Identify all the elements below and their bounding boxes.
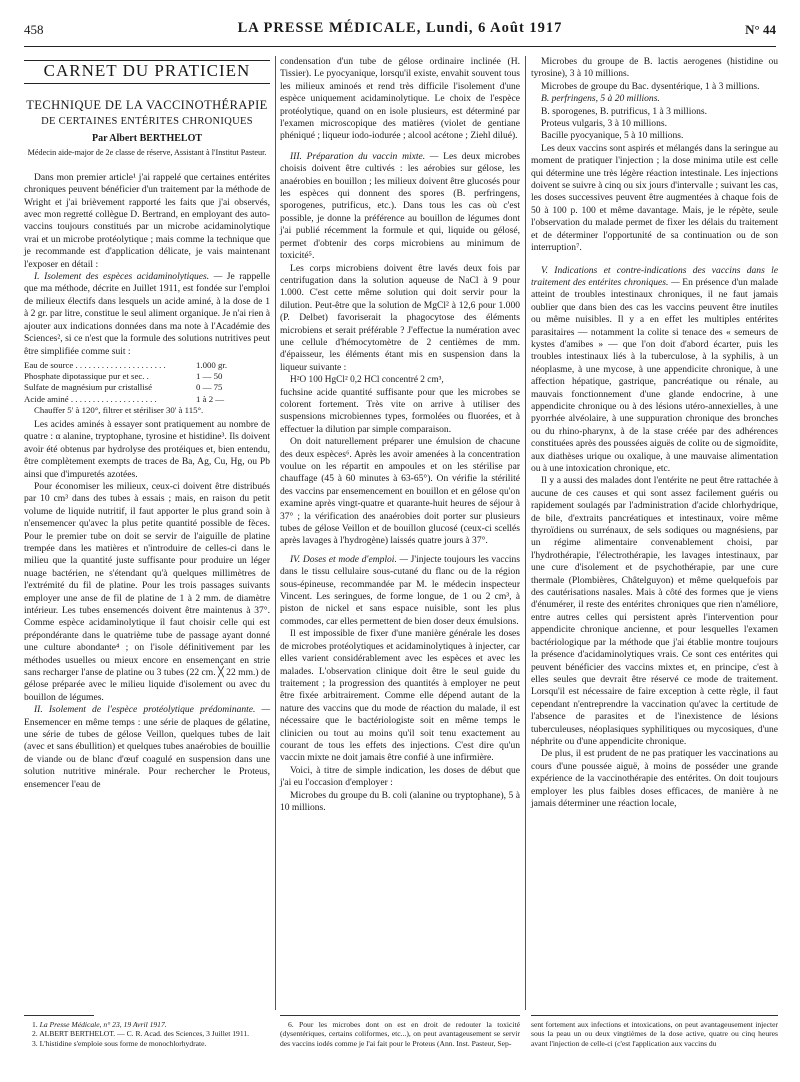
intro-paragraph: Dans mon premier article¹ j'ai rappelé que certaines entérites chroniques peuvent bénéficier d'un traitement par la méthode de Wright et j'ai brièvement rapporté les faits que j'ai observés, avec mon regretté collègue D. Bertrand, en employant des auto-vaccins toujours constitués par un microbe acidaminolytique vrai et un microbe protéolytique ; mais comme la technique que je recommande est d'application délicate, je vais maintenant l'exposer en détail : bbox=[24, 171, 270, 270]
continuation-paragraph: condensation d'un tube de gélose ordinaire inclinée (H. Tissier). Le pyocyanique, lorsqu'il existe, envahit souvent tous les milieux aminoés et rend très difficile l'isolement d'une espèce uniquement acidaminolytique. Le choix de l'espèce protéolytique, quand on en isole plusieurs, est déterminé par l'examen microscopique des matières (violet de gentiane phéniqué ; liqueur iodo-iodurée ; alcool acétone ; Ziehl dilué). bbox=[280, 56, 520, 142]
paragraph-prudence: De plus, il est prudent de ne pas pratiquer les vaccinations au cours d'une poussée aiguë, à moins de posséder une grande expérience de la vaccinothérapie des entérites. On doit toujours employer les plus faibles doses efficaces, de manière à ne jamais déterminer une réaction locale, bbox=[531, 748, 778, 809]
column-rule-1 bbox=[275, 56, 276, 1010]
section-4 bbox=[280, 554, 520, 628]
paragraph-emulsion: On doit naturellement préparer une émulsion de chacune des deux espèces⁶. Après les avoir amenées à la concentration voulue on les répartit en ampoules et on les stérilise par chauffage (45 à 60 minutes à 63-65°). On vérifie la stérilité des vaccins par ensemencement en bouillon et en gélose qu'on examine après vingt-quatre et quarante-huit heures de séjour à 37° ; la vérification des anaérobies doit porter sur plusieurs tubes de gélose Veillon et de bouillon glucosé (ceux-ci scellés après lavages à l'hydrogène) laissés quatre jours à 37°. bbox=[280, 436, 520, 547]
footnotes-column-2 bbox=[280, 1020, 520, 1048]
footnote-6: 6. Pour les microbes dont on est en droit de redouter la toxicité (dysentériques, certains coliformes, etc...), on peut avantageusement se servir des vaccins iodés comme je l'ai fait pour le Proteus (Ann. Inst. Pasteur, Sep- bbox=[280, 1020, 520, 1048]
table-label: Acide aminé . . . . . . . . . . . . . . . . . . . . bbox=[24, 393, 157, 404]
paragraph-other-patients: Il y a aussi des malades dont l'entérite ne peut être rattachée à aucune de ces causes et qui sont assez facilement guéris ou rapidement soulagés par l'administration d'acide chlorhydrique, de bile, d'extraits pancréatiques et intestinaux, voire même thyroïdiens ou surrénaux, de sels sodiques ou magnésiens, par un régime alimentaire convenablement choisi, par l'hydrothérapie, l'électrothérapie, les lavages intestinaux, par une cure d'isolement et de psychothérapie, par une cure thermale (Plombières, Châtelguyon) et même quelquefois par des cautérisations nasales. Mais à côté des formes que je viens d'énumérer, il reste des entérites chroniques que rien n'améliore, entre autres celles qui persistent après l'intervention pour appendicite chronique ancienne, et pour lesquelles l'examen bactériologique par la méthode que j'ai établie montre toujours la présence d'acidaminolytiques vrais. Ce sont ces entérites qui peuvent bénéficier des vaccins mixtes et, en principe, c'est à elles seules que devrait être réservé ce mode de traitement. Lorsqu'il est nécessaire de faire exception à cette règle, il faut cependant n'entreprendre la vaccination qu'avec la certitude de l'absence de parasites et de l'inexistence de lésions tuberculeuses, néoplasiques syphilitiques ou mycosiques, d'une néphrite ou d'une appendicite chronique. bbox=[531, 475, 778, 747]
section-3 bbox=[280, 151, 520, 263]
section-1 bbox=[24, 271, 270, 358]
table-note: Chauffer 5' à 120°, filtrer et stériliser 30' à 115°. bbox=[34, 404, 204, 415]
dose-sporogenes: B. sporogenes, B. putrificus, 1 à 3 millions. bbox=[541, 105, 707, 117]
section-5-heading: V. Indications et contre-indications des vaccins dans le traitement des entérites chroniques. — bbox=[531, 264, 778, 288]
section-5 bbox=[531, 265, 778, 476]
paragraph-economy: Pour économiser les milieux, ceux-ci doivent être distribués par 10 cm³ dans des tubes à essais ; mais, en raison du petit volume de liquide nutritif, il faut apporter le plus grand soin à n'ensemencer qu'avec la plus petite quantité possible de fèces. Pour le premier tube on doit se servir de l'aiguille de platine trempée dans les matières et n'introduire de celles-ci dans le milieu que la quantité juste suffisante pour produire un léger nuage bactérien, ne s'étendant qu'à quelques millimètres de l'extrémité du fil de platine. Pour les trois passages suivants employer une anse de fil de platine de 1 à 2 mm. de diamètre intérieur. Les tubes ensemencés doivent être maintenus à 37°. Comme espèce acidaminolytique il faut choisir celle qui est prépondérante dans le quatrième tube de passage ayant donné une culture abondante⁴ ; on l'isole définitivement par les méthodes usuelles ou mieux encore en ensemençant en strie sans recharger l'anse de platine ou 3 tubes (22 cm. ╳ 22 mm.) de gélose préparée avec le milieu liquide d'isolement ou avec du bouillon de légumes. bbox=[24, 480, 270, 703]
dose-lactis: Microbes du groupe de B. lactis aerogenes (histidine ou tyrosine), 3 à 10 millions. bbox=[531, 56, 778, 80]
footnotes-column-3 bbox=[531, 1020, 778, 1048]
dose-coli: Microbes du groupe du B. coli (alanine ou tryptophane), 5 à 10 millions. bbox=[280, 789, 520, 813]
section-4-text: J'injecte toujours les vaccins dans le tissu cellulaire sous-cutané du flanc ou de la région sous-épineuse, recommandée par M. le médecin inspecteur Vincent. Les seringues, de forme longue, de 1 ou 2 cm³, à piston de nickel et sans espace nuisible, sont les plus commodes, car elles permettent de bien doser deux émulsions. bbox=[280, 553, 520, 627]
footnote-rule-2 bbox=[280, 1015, 520, 1016]
footnote-rule-1 bbox=[24, 1015, 94, 1016]
footnote-rule-3 bbox=[531, 1015, 778, 1016]
issue-number: N° 44 bbox=[745, 22, 776, 37]
paragraph-microbial-bodies: Les corps microbiens doivent être lavés deux fois par centrifugation dans la solution aqueuse de NaCl à 9 pour 1.000. C'est cette même solution qui doit servir pour la dilution. Peut-être que la solution de MgCl² à 12,6 pour 1.000 (P. Delbet) favoriserait la phagocytose des éléments microbiens et serait préférable ? J'effectue la numération avec une cellule d'hémocytomètre de 2 centièmes de mm. d'épaisseur, les éléments étant mis en suspension dans la liqueur suivante : bbox=[280, 262, 520, 373]
table-value: 1 à 2 — bbox=[196, 393, 225, 404]
table-row bbox=[24, 382, 270, 393]
column-1 bbox=[24, 56, 270, 791]
table-row bbox=[24, 394, 270, 405]
column-2 bbox=[280, 56, 520, 814]
dose-pyocyanic: Bacille pyocyanique, 5 à 10 millions. bbox=[541, 130, 684, 142]
footnotes-column-1 bbox=[24, 1020, 270, 1048]
section-4-heading: IV. Doses et mode d'emploi. — bbox=[290, 553, 408, 565]
section-3-heading: III. Préparation du vaccin mixte. — bbox=[290, 150, 439, 162]
section-2-text: Ensemencer en même temps : une série de plaques de gélatine, une série de tubes de gélose Veillon, quelques tubes de lait (avec et sans ébullition) et quelques tubes anaérobies de bouillie de viande ou de blanc d'œuf coagulé en suspension dans une solution nutritive minérale. Pour rechercher le Proteus, ensemencer l'eau de bbox=[24, 716, 270, 790]
column-3 bbox=[531, 56, 778, 810]
footnote-2: 2. ALBERT BERTHELOT. — C. R. Acad. des Sciences, 3 Juillet 1911. bbox=[32, 1029, 250, 1039]
table-label: Phosphate dipotassique pur et sec. . bbox=[24, 371, 149, 382]
section-heading: CARNET DU PRATICIEN bbox=[24, 60, 270, 84]
staining-formula: H²O 100 HgCl² 0,2 HCl concentré 2 cm³, bbox=[290, 375, 444, 386]
table-value: 0 — 75 bbox=[196, 382, 223, 393]
paragraph-aspiration: Les deux vaccins sont aspirés et mélangés dans la seringue au moment de pratiquer l'injection ; la dose minima utile est celle qui détermine une très légère réaction intestinale. Les injections doivent se suivre à cinq ou six jours d'intervalle ; suivant les cas, les doses successives peuvent être augmentées à chaque fois de 50 à 100 p. 100 et même davantage. Mais, je le répète, seule l'observation du malade permet de fixer les délais du traitement et de déterminer l'opportunité de sa continuation ou de son interruption⁷. bbox=[531, 142, 778, 254]
table-value: 1 — 50 bbox=[196, 371, 223, 382]
footnote-3: 3. L'histidine s'emploie sous forme de monochlorhydrate. bbox=[32, 1038, 207, 1048]
journal-title: LA PRESSE MÉDICALE, Lundi, 6 Août 1917 bbox=[237, 20, 563, 36]
table-row bbox=[24, 371, 270, 382]
article-title: TECHNIQUE DE LA VACCINOTHÉRAPIE bbox=[26, 98, 268, 113]
footnote-1: 1. La Presse Médicale, n° 23, 19 Avril 1917. bbox=[32, 1020, 167, 1029]
paragraph-amino-acids: Les acides aminés à essayer sont pratiquement au nombre de quatre : α alanine, tryptophane, tyrosine et histidine³. Ils doivent avoir été obtenus par hydrolyse des protéiques et, bien entendu, être complètement exempts de traces de Ba, Ag, Cu, Hg, ou Pb ainsi que d'impuretés azotées. bbox=[24, 418, 270, 480]
article-subtitle: DE CERTAINES ENTÉRITES CHRONIQUES bbox=[41, 116, 253, 128]
table-row bbox=[24, 360, 270, 371]
table-label: Eau de source . . . . . . . . . . . . . . . . . . . . . bbox=[24, 359, 166, 370]
affiliation: Médecin aide-major de 2e classe de réserve, Assistant à l'Institut Pasteur. bbox=[27, 147, 267, 157]
footnote-continuation: sent fortement aux infections et intoxications, on peut avantageusement injecter sous la peau un ou deux vingtièmes de la dose active, quatre ou cinq heures avant l'injection de celle-ci (c'est l'application aux vaccins du bbox=[531, 1020, 778, 1048]
section-1-text: Je rappelle que ma méthode, décrite en Juillet 1911, est fondée sur l'emploi de milieux électifs dans lesquels un acide aminé, à la dose de 1 à 2 gr. par litre, constitue le seul aliment organique. Je n'ai rien à ajouter aux indications données dans ma note à l'Académie des Sciences², si ce n'est que la formule des solutions nutritives peut être simplifiée comme suit : bbox=[24, 271, 270, 357]
author: Par Albert BERTHELOT bbox=[91, 133, 203, 145]
paragraph-dosing: Il est impossible de fixer d'une manière générale les doses de microbes protéolytiques et acidaminolytiques à injecter, car elles varient considérablement avec les espèces et avec les malades. L'observation clinique doit être le seul guide du traitement ; la progression des quantités à employer ne peut être fixée arbitrairement. Comme elle dépend autant de la nature des vaccins que du mode de réaction du malade, il est nécessaire que le bactériologiste soit en même temps le clinicien ou tout au moins qu'il soit tenu exactement au courant de tous les effets des injections. C'est dire qu'un vaccin mixte ne doit jamais être confié à une infirmière. bbox=[280, 628, 520, 764]
section-2 bbox=[24, 704, 270, 791]
dose-dysenteric: Microbes de groupe du Bac. dysentérique, 1 à 3 millions. bbox=[541, 80, 760, 92]
dose-perfringens: B. perfringens, 5 à 20 millions. bbox=[541, 93, 660, 105]
dose-proteus: Proteus vulgaris, 3 à 10 millions. bbox=[541, 118, 667, 130]
table-value: 1.000 gr. bbox=[196, 359, 228, 370]
paragraph-after-formula: fuchsine acide quantité suffisante pour que les microbes se colorent fortement. Très vite on arrive à utiliser des suspensions microbiennes types, formolées ou fluorées, et à effectuer la dilution par simple comparaison. bbox=[280, 386, 520, 435]
section-1-heading: I. Isolement des espèces acidaminolytiques. — bbox=[34, 271, 223, 283]
section-2-heading: II. Isolement de l'espèce protéolytique prédominante. — bbox=[34, 704, 270, 716]
section-5-text: En présence d'un malade atteint de troubles intestinaux chroniques, il ne faut jamais oublier que dans bien des cas les vaccins peuvent être inutiles ou même nuisibles. Il y a en effet les multiples entérites parasitaires — notamment la colite si tenace des « semeurs de kystes d'amibes » — que l'on doit d'abord écarter, puis les troubles intestinaux liés à la tuberculose, à la syphilis, à un néoplasme, à une mycose, à une appendicite chronique, à une affection hépatique, gastrique, pancréatique ou rénale, au mauvais fonctionnement d'une glande endocrine, à une appendicite chronique ou à des lésions utéro-annexielles, à une pyorrhée alvéolaire, à une suppuration chronique des bronches ou du rhino-pharynx, à de la stase créée par des adhérences constituées après des poussées aiguës de colite ou de sigmoïdite, aux diathèses urique ou oxalique, à une mauvaise alimentation ou à une intoxication chronique, etc. bbox=[531, 276, 778, 474]
paragraph-start-doses: Voici, à titre de simple indication, les doses de début que j'ai eu l'occasion d'employer : bbox=[280, 764, 520, 789]
column-rule-2 bbox=[525, 56, 526, 1010]
section-3-text: Les deux microbes choisis doivent être cultivés : les aérobies sur gélose, les anaérobies en bouillon ; les milieux doivent être glucosés pour les espèces qui donnent des spores (B. perfringens, sporogenes, putrificus, etc.). Dans tous les cas où c'est possible, je donne la préférence au bouillon de légumes dont j'ai publié récemment la formule et qui, liquide ou gélosé, permet d'obtenir des corps microbiens au minimum de toxicité⁵. bbox=[280, 150, 520, 262]
page-header bbox=[24, 20, 776, 47]
page-number: 458 bbox=[24, 22, 44, 37]
nutrient-formula-table bbox=[24, 360, 270, 416]
table-label: Sulfate de magnésium pur cristallisé bbox=[24, 382, 153, 393]
